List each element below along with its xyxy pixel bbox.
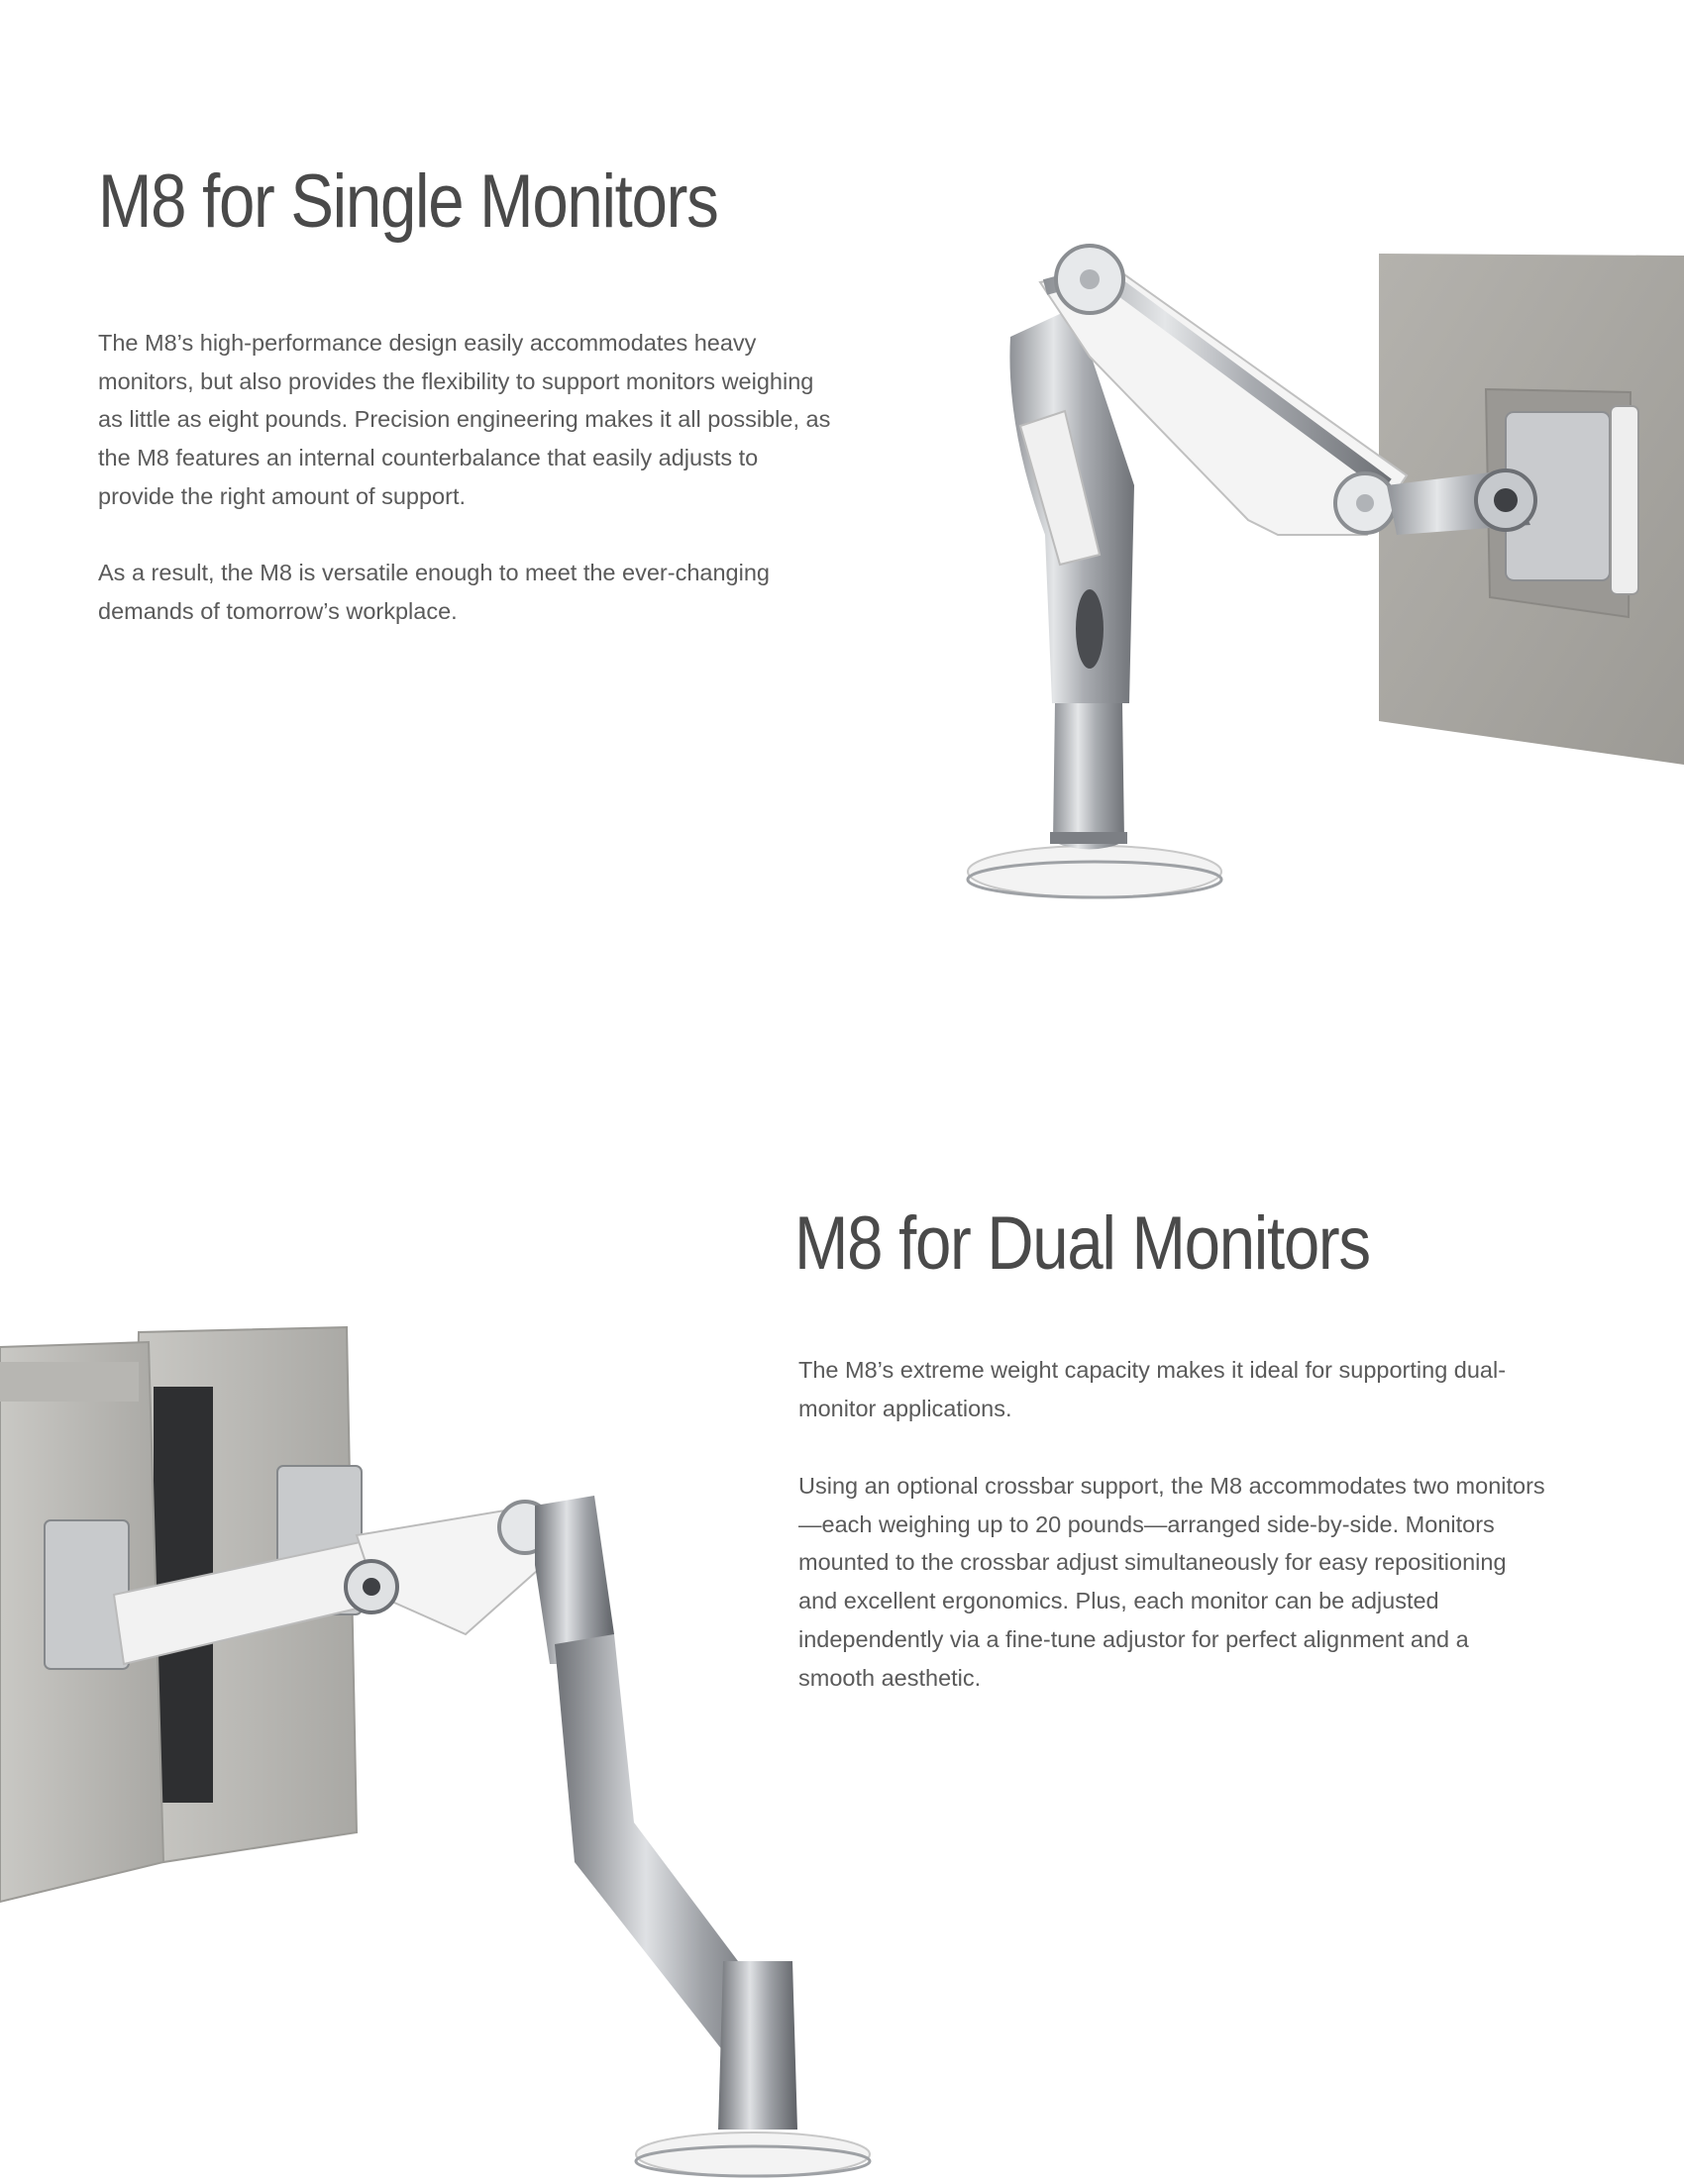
single-arm-illustration — [951, 238, 1684, 911]
section-title-single: M8 for Single Monitors — [98, 159, 718, 244]
dual-paragraph-1: The M8’s extreme weight capacity makes it ideal for supporting dual-monitor applications. — [798, 1357, 1507, 1421]
section-title-dual: M8 for Dual Monitors — [794, 1201, 1370, 1286]
dual-paragraph-2: Using an optional crossbar support, the M8 accommodates two monitors—each weighing up to 20 pounds—arranged side-by-side. Monitors mounted to the crossbar adjust simultaneously for easy repositioning and excellent ergonomics. Plus, each monitor can be adjusted independently via a fine-tune adjustor for perfect alignment and a smooth aesthetic. — [798, 1473, 1545, 1691]
arm-base — [968, 846, 1221, 897]
single-paragraph-2: As a result, the M8 is versatile enough to meet the ever-changing demands of tomorrow’s workplace. — [98, 560, 770, 624]
single-monitor-arm-photo — [951, 238, 1684, 911]
dual-monitor-arm-photo — [0, 1307, 931, 2179]
arm-column — [718, 1961, 797, 2130]
vesa-latch — [1611, 406, 1638, 594]
arm-base — [636, 2132, 870, 2176]
dual-arm-illustration — [0, 1307, 931, 2179]
single-paragraph-1: The M8’s high-performance design easily accommodates heavy monitors, but also provides the flexibility to support monitors weighing as little as eight pounds. Precision engineering makes it all possible, as the M8 features an internal counterbalance that easily adjusts to provide the right amount of support. — [98, 330, 831, 509]
arm-column — [1053, 703, 1124, 850]
